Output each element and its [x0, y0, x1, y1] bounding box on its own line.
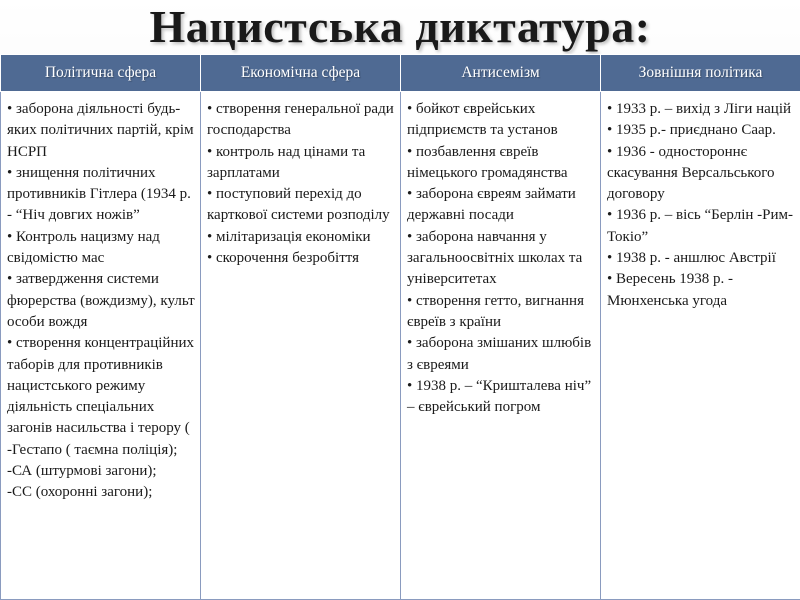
- header-antisemitism: Антисемізм: [401, 55, 601, 92]
- list-item: -Гестапо ( таємна поліція);: [7, 441, 178, 458]
- list-item: • мілітаризація економіки: [207, 228, 371, 245]
- list-item: • 1936 р. – вісь “Берлін -Рим-Токіо”: [607, 207, 794, 245]
- list-item: • заборона навчання у загальноосвітніх школах та університетах: [407, 228, 583, 288]
- list-item: • заборона змішаних шлюбів з євреями: [407, 335, 592, 373]
- list-item: -СА (штурмові загони);: [7, 463, 157, 480]
- header-political: Політична сфера: [1, 55, 201, 92]
- list-item: • скорочення безробіття: [207, 250, 360, 267]
- list-item: • створення концентраційних таборів для противників нацистського режиму: [7, 335, 194, 394]
- list-item: • 1938 р. – “Кришталева ніч” – єврейський погром: [407, 377, 592, 416]
- list-item: • Контроль нацизму над свідомістю мас: [7, 228, 160, 267]
- list-item: • заборона діяльності будь-яких політичних партій, крім НСРП: [7, 101, 194, 160]
- list-item: • 1938 р. - аншлюс Австрії: [607, 250, 776, 267]
- list-item: -СС (охоронні загони);: [7, 484, 153, 501]
- list-item: • позбавлення євреїв німецького громадянства: [407, 143, 568, 181]
- dictatorship-table: [0, 54, 800, 600]
- list-item: • заборона євреям займати державні посади: [407, 186, 576, 224]
- list-item: • знищення політичних противників Гітлера (1934 р. - “Ніч довгих ножів”: [7, 164, 191, 224]
- cell-political: [1, 92, 201, 600]
- cell-antisemitism: [401, 92, 601, 600]
- header-economic: Економічна сфера: [201, 55, 401, 92]
- cell-economic: [201, 92, 401, 600]
- cell-foreign-policy: [601, 92, 800, 600]
- header-foreign-policy: Зовнішня політика: [601, 55, 800, 92]
- table-row: [1, 92, 800, 600]
- slide-title: Нацистська диктатура:: [149, 1, 651, 52]
- table-header-row: [1, 55, 800, 92]
- list-item: • 1936 - одностороннє скасування Версальського договору: [607, 143, 775, 203]
- list-item: • Вересень 1938 р. - Мюнхенська угода: [607, 271, 734, 309]
- list-item: діяльність спеціальних загонів насильства і терору (: [7, 399, 190, 437]
- list-item: • створення генеральної ради господарства: [207, 101, 394, 139]
- list-item: • затвердження системи фюрерства (вождизму), культ особи вождя: [7, 271, 195, 330]
- list-item: • бойкот єврейських підприємств та установ: [407, 101, 558, 139]
- list-item: • 1935 р.- приєднано Саар.: [607, 122, 776, 139]
- list-item: • контроль над цінами та зарплатами: [207, 143, 366, 181]
- list-item: • створення гетто, вигнання євреїв з країни: [407, 292, 584, 330]
- list-item: • поступовий перехід до карткової системи розподілу: [207, 186, 390, 224]
- list-item: • 1933 р. – вихід з Ліги націй: [607, 101, 792, 117]
